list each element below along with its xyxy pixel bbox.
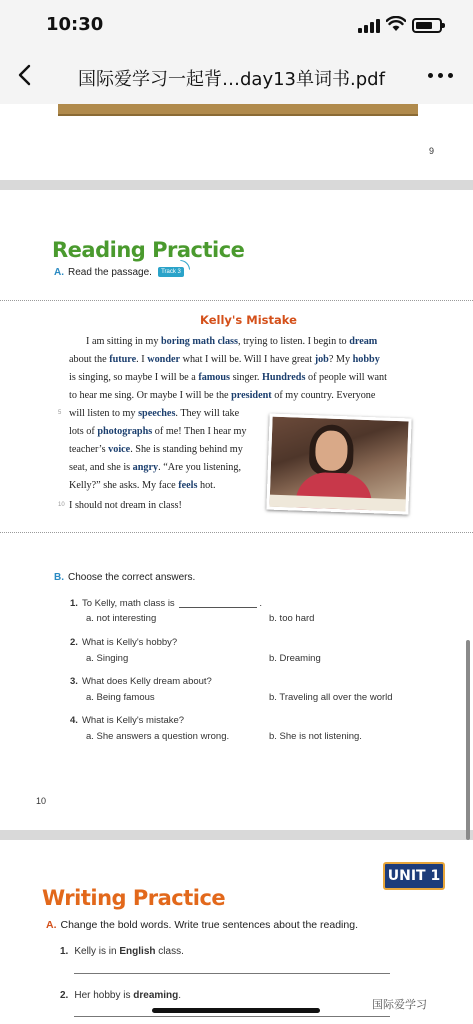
- instruction-a: A. Change the bold words. Write true sentences about the reading.: [46, 919, 358, 931]
- more-options-button[interactable]: [428, 68, 454, 82]
- passage-line: about the future. I wonder what I will be. Will I have great job? My hobby: [69, 354, 380, 365]
- nav-bar: [0, 48, 473, 104]
- answer-line[interactable]: [74, 1016, 390, 1017]
- wifi-icon: [386, 16, 406, 32]
- option-a[interactable]: a. Singing: [86, 653, 129, 664]
- watermark: 国际爱学习: [372, 999, 427, 1011]
- question: 1. To Kelly, math class is .: [70, 598, 262, 609]
- question: 2. What is Kelly's hobby?: [70, 637, 178, 648]
- question: 3. What does Kelly dream about?: [70, 676, 212, 687]
- pdf-page-10: [0, 190, 473, 830]
- page-number: 9: [429, 146, 435, 156]
- home-indicator[interactable]: [152, 1008, 320, 1013]
- section-heading: Reading Practice: [52, 238, 245, 262]
- story-title: Kelly's Mistake: [200, 313, 297, 327]
- pdf-page-9: [0, 104, 473, 180]
- passage-line: I am sitting in my boring math class, trying to listen. I begin to dream: [86, 336, 378, 347]
- passage-line: teacher’s voice. She is standing behind my: [69, 444, 243, 455]
- unit-badge: UNIT 1: [383, 862, 445, 890]
- passage-line: Kelly?” she asks. My face feels hot.: [69, 480, 216, 491]
- option-b[interactable]: b. too hard: [269, 613, 315, 624]
- passage-line: is singing, so maybe I will be a famous singer. Hundreds of people will want: [69, 372, 387, 383]
- passage-line: to hear me sing. Or maybe I will be the president of my country. Everyone: [69, 390, 376, 401]
- option-b[interactable]: b. She is not listening.: [269, 731, 362, 742]
- option-a[interactable]: a. Being famous: [86, 692, 155, 703]
- audio-track-badge[interactable]: Track 3: [158, 267, 184, 277]
- back-button[interactable]: [12, 60, 40, 90]
- instruction-b: B. Choose the correct answers.: [54, 572, 196, 583]
- writing-item: 2. Her hobby is dreaming.: [60, 990, 182, 1001]
- answer-blank: [179, 607, 257, 608]
- line-number: 10: [58, 502, 65, 508]
- passage-line: seat, and she is angry. “Are you listening,: [69, 462, 242, 473]
- picture-frame-edge: [58, 104, 418, 116]
- option-b[interactable]: b. Dreaming: [269, 653, 321, 664]
- passage-line: will listen to my speeches. They will take: [69, 408, 240, 419]
- signal-icon: [358, 19, 380, 33]
- writing-item: 1. Kelly is in English class.: [60, 946, 184, 957]
- question: 4. What is Kelly's mistake?: [70, 715, 185, 726]
- scrollbar[interactable]: [466, 640, 470, 840]
- answer-line[interactable]: [74, 973, 390, 974]
- option-a[interactable]: a. not interesting: [86, 613, 157, 624]
- option-b[interactable]: b. Traveling all over the world: [269, 692, 393, 703]
- divider: [0, 532, 473, 533]
- option-a[interactable]: a. She answers a question wrong.: [86, 731, 230, 742]
- passage-line: I should not dream in class!: [69, 500, 182, 511]
- page-number: 10: [36, 796, 47, 806]
- status-bar: [0, 0, 473, 48]
- line-number: 5: [58, 410, 62, 416]
- passage-line: lots of photographs of me! Then I hear my: [69, 426, 247, 437]
- document-title: 国际爱学习一起背…day13单词书.pdf: [78, 69, 385, 90]
- instruction-a: A. Read the passage.: [54, 267, 152, 278]
- status-time: 10:30: [46, 14, 104, 35]
- section-heading: Writing Practice: [42, 886, 226, 910]
- divider: [0, 300, 473, 301]
- kelly-photo: [266, 414, 411, 515]
- battery-icon: [412, 18, 442, 33]
